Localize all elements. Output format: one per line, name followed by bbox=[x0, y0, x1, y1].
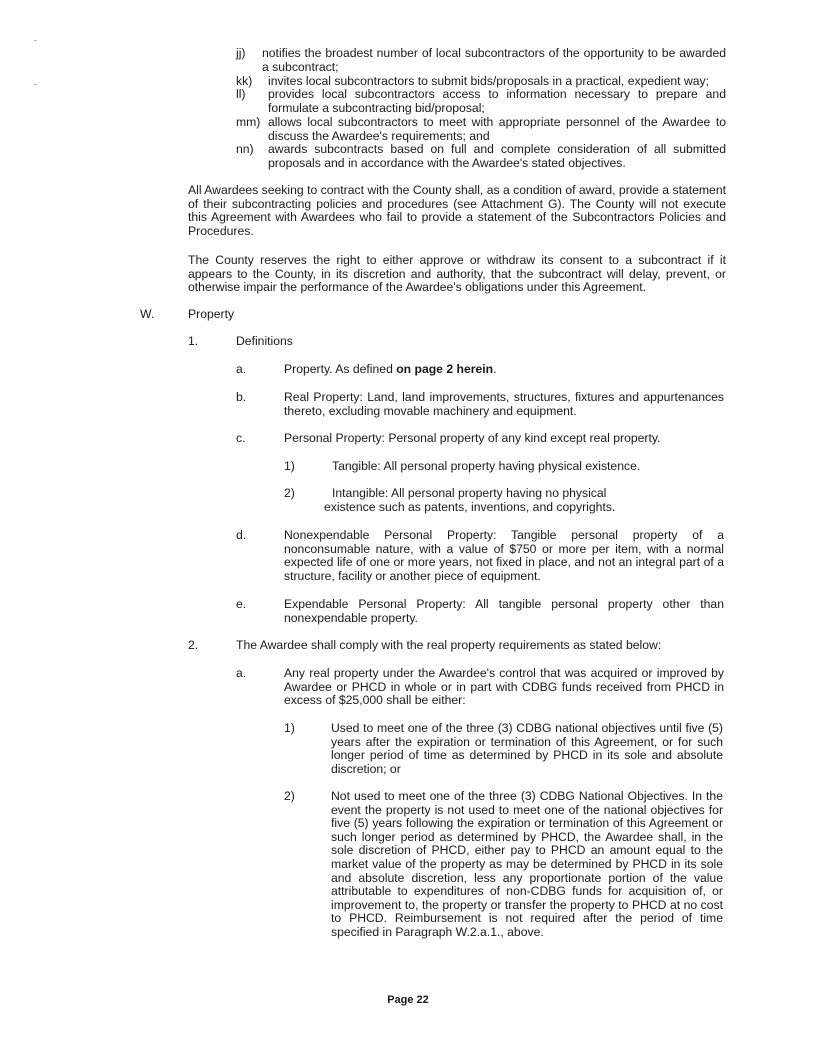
scan-speck bbox=[34, 40, 37, 41]
list-item-text: awards subcontracts based on full and complete consideration of all submitted proposals and in accordance with the Awardee's stated objectives. bbox=[268, 142, 726, 170]
definition-real-property: Real Property: Land, land improvements, structures, fixtures and appurtenances thereto, excluding movable machinery and equipment. bbox=[284, 390, 724, 418]
consent-paragraph: The County reserves the right to either approve or withdraw its consent to a subcontract if it appears to the County, in its discretion and authority, that the subcontract will delay, prevent, or otherwise impair the performance of the Awardee's obligations under this Agreement. bbox=[188, 253, 726, 295]
list-label: ll) bbox=[236, 87, 246, 101]
requirement-used-national-objectives: Used to meet one of the three (3) CDBG national objectives until five (5) years after the expiration or termination of this Agreement, or for such longer period of time as determined by PHCD in its sole and absolute discretion; or bbox=[331, 721, 723, 776]
list-label: kk) bbox=[236, 74, 253, 88]
item-number: 2. bbox=[188, 638, 199, 652]
scan-speck bbox=[34, 84, 37, 85]
definition-label: a. bbox=[236, 362, 247, 376]
item-title: Definitions bbox=[236, 334, 293, 348]
sub-definition-label: 2) bbox=[284, 486, 295, 500]
subcontracting-statement-paragraph: All Awardees seeking to contract with the County shall, as a condition of award, provide a statement of their subcontracting policies and procedures (see Attachment G). The County will not execute this Agreement with Awardees who fail to provide a statement of the Subcontractors Policies and Procedures. bbox=[188, 183, 726, 238]
definition-intangible-line1: Intangible: All personal property having no physical bbox=[332, 486, 607, 500]
definition-personal-property: Personal Property: Personal property of any kind except real property. bbox=[284, 431, 661, 445]
definition-property: Property. As defined on page 2 herein. bbox=[284, 362, 497, 376]
definition-label: e. bbox=[236, 597, 247, 611]
requirement-not-used-national-objectives: Not used to meet one of the three (3) CDBG National Objectives. In the event the property is not used to meet one of the national objectives for five (5) years following the expiration or termination of this Agreement or such longer period as determined by PHCD, the Awardee shall, in the sole discretion of PHCD, either pay to PHCD an amount equal to the market value of the property as may be determined by PHCD in its sole and absolute discretion, less any proportionate portion of the value attributable to expenditures of non-CDBG funds for acquisition of, or improvement to, the property or transfer the property to PHCD at no cost to PHCD. Reimbursement is not required after the period of time specified in Paragraph W.2.a.1., above. bbox=[331, 789, 723, 939]
item-number: 1. bbox=[188, 334, 199, 348]
list-item-text: notifies the broadest number of local subcontractors of the opportunity to be awarded a subcontract; bbox=[262, 46, 726, 74]
definition-label: d. bbox=[236, 528, 247, 542]
section-label: W. bbox=[140, 307, 155, 321]
definition-label: b. bbox=[236, 390, 247, 404]
list-label: nn) bbox=[236, 142, 254, 156]
requirement-sub-label: 1) bbox=[284, 721, 295, 735]
list-item-text: allows local subcontractors to meet with appropriate personnel of the Awardee to discuss the Awardee's requirements; and bbox=[268, 115, 726, 143]
definition-label: c. bbox=[236, 431, 246, 445]
requirement-sub-label: 2) bbox=[284, 789, 295, 803]
real-property-requirement: The Awardee shall comply with the real property requirements as stated below: bbox=[236, 638, 662, 652]
sub-definition-label: 1) bbox=[284, 459, 295, 473]
list-item-text: invites local subcontractors to submit bids/proposals in a practical, expedient way; bbox=[268, 74, 709, 88]
definition-expendable: Expendable Personal Property: All tangible personal property other than nonexpendable property. bbox=[284, 597, 724, 625]
definition-tangible: Tangible: All personal property having physical existence. bbox=[332, 459, 641, 473]
section-title: Property bbox=[188, 307, 235, 321]
page-number: Page 22 bbox=[387, 994, 429, 1006]
definition-intangible-line2: existence such as patents, inventions, and copyrights. bbox=[324, 500, 616, 514]
definition-nonexpendable: Nonexpendable Personal Property: Tangible personal property of a nonconsumable nature, with a value of $750 or more per item, with a normal expected life of one or more years, not fixed in place, and not an integral part of a structure, facility or another piece of equipment. bbox=[284, 528, 724, 583]
list-label: mm) bbox=[236, 115, 261, 129]
requirement-label: a. bbox=[236, 666, 247, 680]
list-label: jj) bbox=[236, 46, 246, 60]
requirement-real-property-control: Any real property under the Awardee's control that was acquired or improved by Awardee or PHCD in whole or in part with CDBG funds received from PHCD in excess of $25,000 shall be either: bbox=[284, 666, 724, 708]
list-item-text: provides local subcontractors access to information necessary to prepare and formulate a subcontracting bid/proposal; bbox=[268, 87, 726, 115]
